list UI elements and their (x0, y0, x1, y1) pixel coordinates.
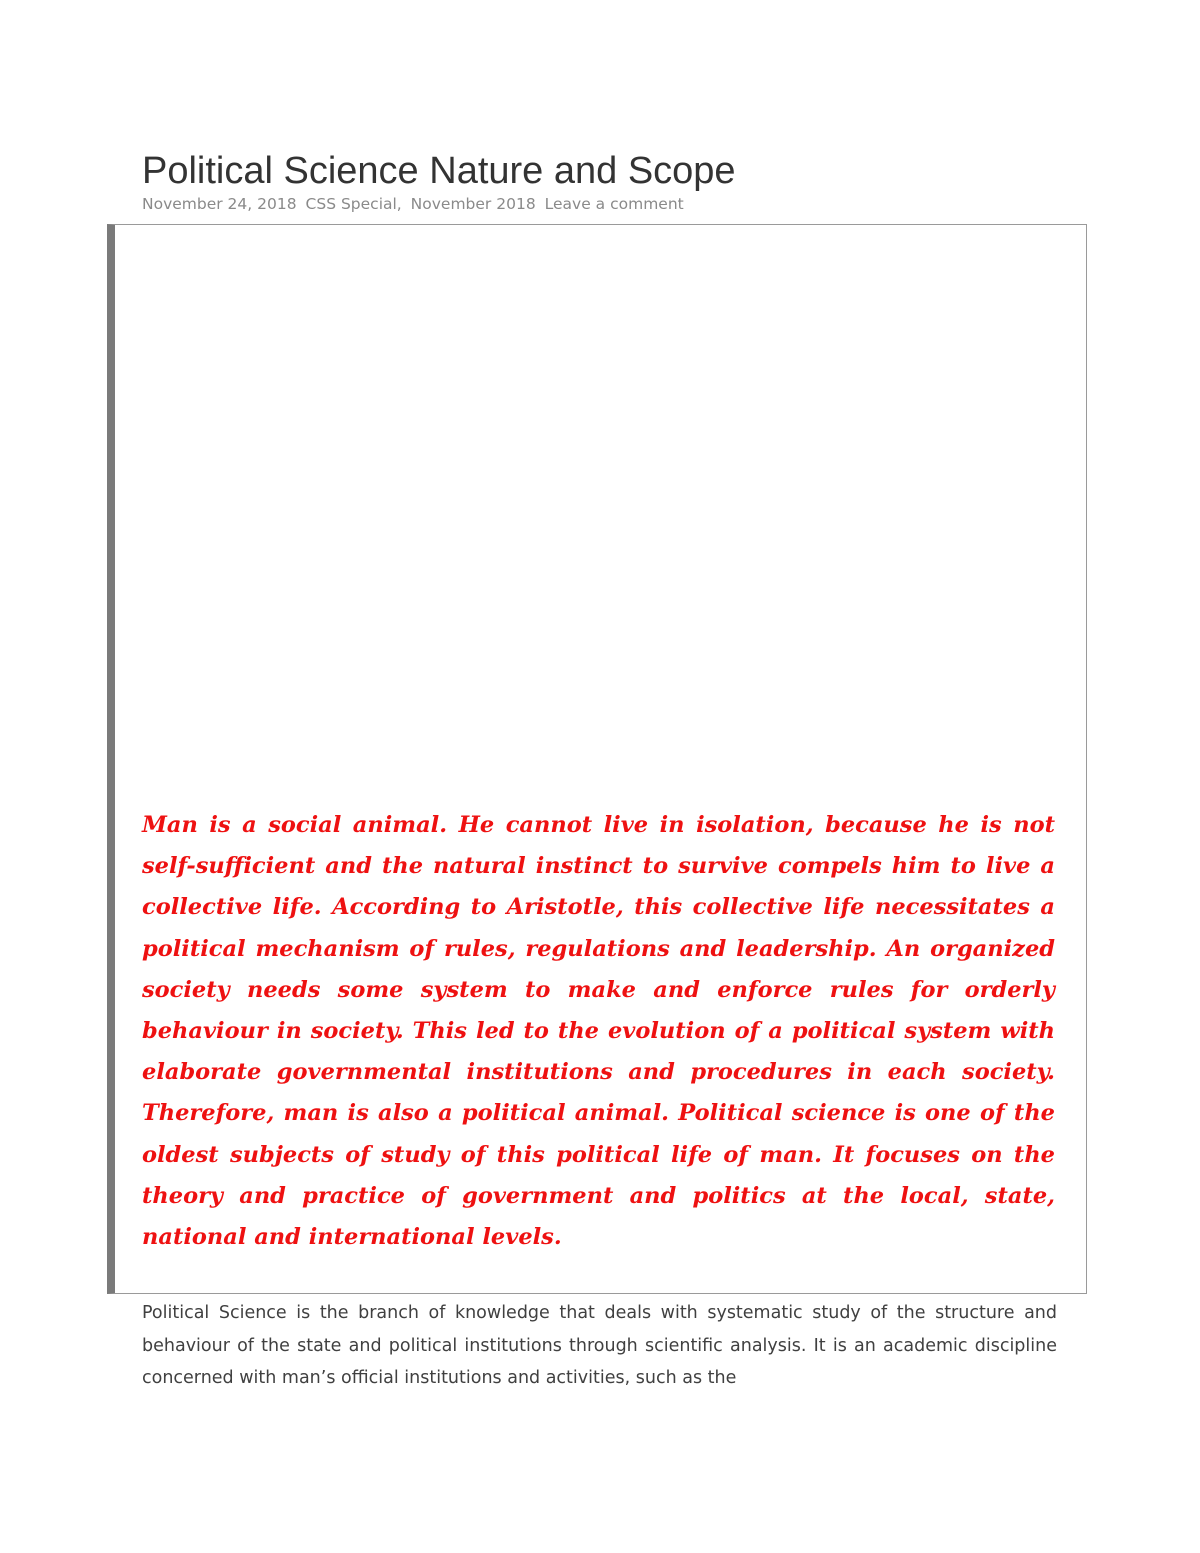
article-paragraph: Political Science is the branch of knowledge that deals with systematic study of the structure and behaviour of the state and political institutions through scientific analysis. It is an academic discipline concerned with man’s official institutions and activities, such as the (142, 1303, 1057, 1388)
article-title: Political Science Nature and Scope (142, 150, 736, 192)
category-link-november-2018[interactable]: November 2018 (410, 195, 536, 213)
post-date-link[interactable]: November 24, 2018 (142, 195, 297, 213)
leave-comment-link[interactable]: Leave a comment (544, 195, 684, 213)
article-meta (142, 193, 1082, 215)
blockquote-text: Man is a social animal. He cannot live in isolation, because he is not self-sufficient and the natural instinct to survive compels him to live a collective life. According to Aristotle, this collective life necessitates a political mechanism of rules, regulations and leadership. An organized society needs some system to make and enforce rules for orderly behaviour in society. This led to the evolution of a political system with elaborate governmental institutions and procedures in each society. Therefore, man is also a political animal. Political science is one of the oldest subjects of study of this political life of man. It focuses on the theory and practice of government and politics at the local, state, national and international levels. (142, 812, 1055, 1251)
category-link-css-special[interactable]: CSS Special, (305, 195, 402, 213)
